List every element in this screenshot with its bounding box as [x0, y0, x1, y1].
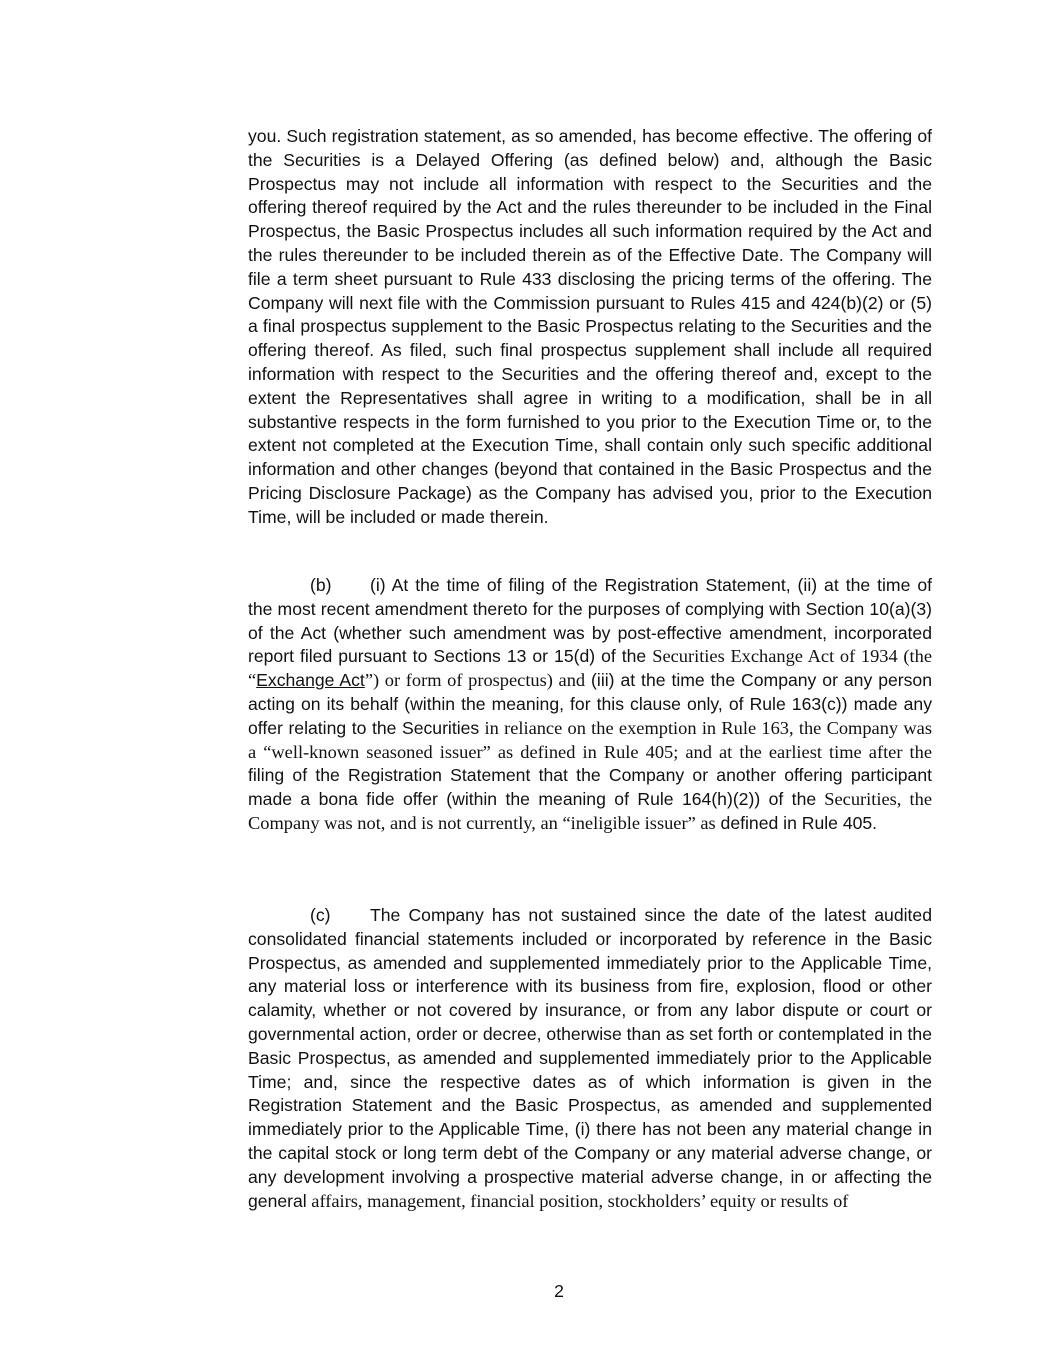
paragraph-b-part6: filing of the Registration Statement that the Company or another offering participant made a bona fide offer (within the meaning of Rule 164(h)(2)) of the [248, 765, 932, 810]
paragraph-b-label: (b) [310, 575, 332, 595]
paragraph-c-label: (c) [310, 905, 331, 925]
paragraph-b-part3: ”) or form of prospectus) and [364, 670, 586, 691]
paragraph-b [248, 574, 932, 836]
paragraph-b-part4: (iii) at the time the Company or any person acting on its behalf (within the meaning, for this clause only, of Rule 163(c)) made any offer relating to the Securities [248, 670, 932, 738]
paragraph-b-part5: in reliance on the exemption in Rule 163, the Company was a “well-known seasoned issuer” as defined in Rule 405; and at the earliest time after the [248, 717, 932, 762]
paragraph-b-part2: Securities Exchange Act of 1934 (the “ [248, 646, 932, 691]
exchange-act-defined-term: Exchange Act [256, 670, 365, 691]
paragraph-a-text: you. Such registration statement, as so amended, has become effective. The offering of the Securities is a Delayed Offering (as defined below) and, although the Basic Prospectus may not include all information with respect to the Securities and the offering thereof required by the Act and the rules thereunder to be included in the Final Prospectus, the Basic Prospectus includes all such information required by the Act and the rules thereunder to be included therein as of the Effective Date. The Company will file a term sheet pursuant to Rule 433 disclosing the pricing terms of the offering. The Company will next file with the Commission pursuant to Rules 415 and 424(b)(2) or (5) a final prospectus supplement to the Basic Prospectus relating to the Securities and the offering thereof. As filed, such final prospectus supplement shall include all required information with respect to the Securities and the offering thereof and, except to the extent the Representatives shall agree in writing to a modification, shall be in all substantive respects in the form furnished to you prior to the Execution Time or, to the extent not completed at the Execution Time, shall contain only such specific additional information and other changes (beyond that contained in the Basic Prospectus and the Pricing Disclosure Package) as the Company has advised you, prior to the Execution Time, will be included or made therein. [248, 126, 932, 527]
paragraph-a [248, 125, 932, 530]
paragraph-c-part2: affairs, management, financial position, stockholders’ equity or results of [306, 1190, 849, 1211]
page-number: 2 [554, 1281, 564, 1301]
paragraph-b-part1: (i) At the time of filing of the Registration Statement, (ii) at the time of the most recent amendment thereto for the purposes of complying with Section 10(a)(3) of the Act (whether such amendment was by post-effective amendment, incorporated report filed pursuant to Sections 13 or 15(d) of the [248, 575, 932, 667]
paragraph-b-part8: defined in Rule 405. [715, 812, 878, 833]
paragraph-c-part1: The Company has not sustained since the date of the latest audited consolidated financial statements included or incorporated by reference in the Basic Prospectus, as amended and supplemented immediately prior to the Applicable Time, any material loss or interference with its business from fire, explosion, flood or other calamity, whether or not covered by insurance, or from any labor dispute or court or governmental action, order or decree, otherwise than as set forth or contemplated in the Basic Prospectus, as amended and supplemented immediately prior to the Applicable Time; and, since the respective dates as of which information is given in the Registration Statement and the Basic Prospectus, as amended and supplemented immediately prior to the Applicable Time, (i) there has not been any material change in the capital stock or long term debt of the Company or any material adverse change, or any development involving a prospective material adverse change, in or affecting the general [248, 905, 932, 1211]
paragraph-c [248, 904, 932, 1213]
paragraph-b-part7: Securities, the Company was not, and is not currently, an “ineligible issuer” as [248, 789, 932, 833]
